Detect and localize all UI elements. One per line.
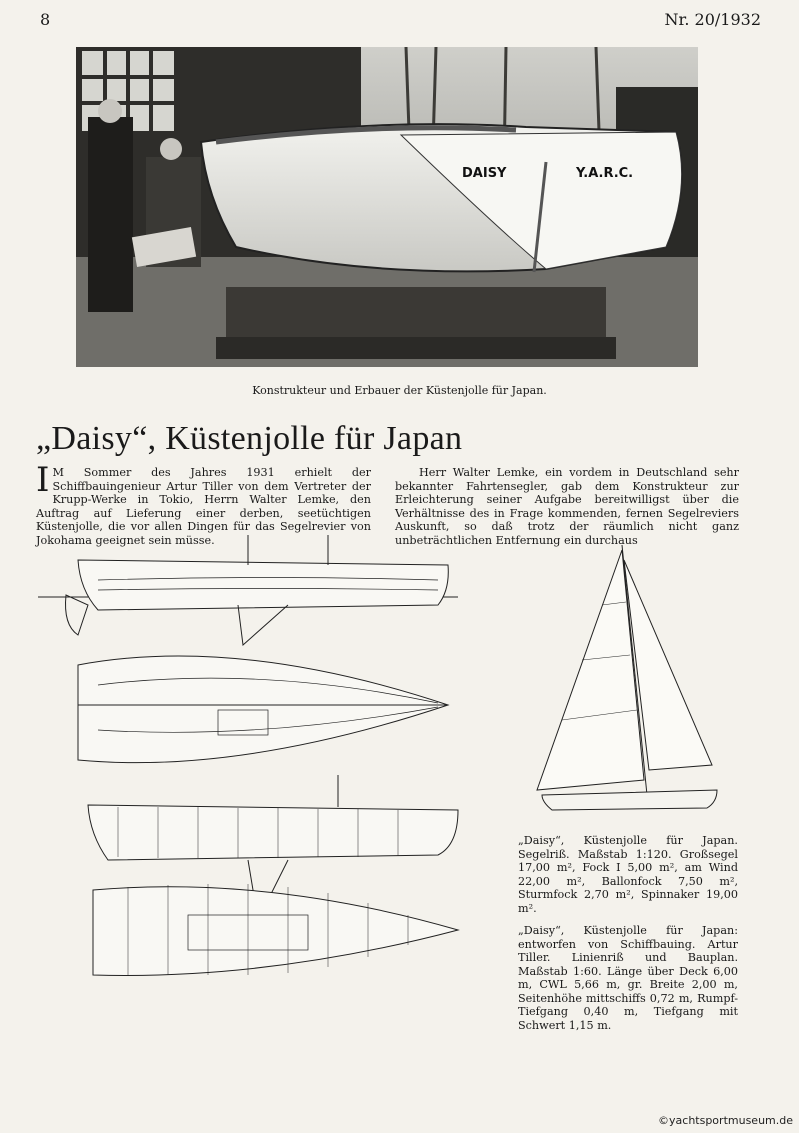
- hull-plans: [38, 535, 498, 980]
- sail-plan-drawing: [522, 540, 737, 830]
- issue-number: Nr. 20/1932: [664, 10, 761, 29]
- drop-cap: I: [36, 460, 50, 500]
- photo-caption: Konstrukteur und Erbauer der Küstenjolle für Japan.: [252, 384, 547, 397]
- stern-club: Y.A.R.C.: [576, 166, 634, 181]
- sail-plan: [522, 540, 737, 830]
- article-column-2: Herr Walter Lemke, ein vordem in Deutschland sehr bekannter Fahrtensegler, gab dem Konstrukteur zur Erleichterung seiner Aufgabe bereitwilligst über die Verhältnisse des in Frage kommenden, fernen Segelreviers Auskunft, so daß trotz der räumlich nicht ganz unbeträchtlichen Entfernung ein durchaus: [395, 466, 739, 547]
- boat-photo: [76, 47, 698, 367]
- article-title: „Daisy“, Küstenjolle für Japan: [36, 420, 463, 457]
- page-number: 8: [40, 10, 51, 29]
- column-1-text: M Sommer des Jahres 1931 erhielt der Schiffbauingenieur Artur Tiller von dem Vertreter der Krupp-Werke in Tokio, Herrn Walter Lemke, den Auftrag auf Lieferung einer derben, seetüchtigen Küstenjolle, die vor allen Dingen für das Segelrevier von Jokohama geeignet sein müsse.: [36, 466, 371, 547]
- photo-illustration: [76, 47, 698, 367]
- sail-plan-caption: „Daisy“, Küstenjolle für Japan. Segelriß. Maßstab 1:120. Großsegel 17,00 m², Fock I 5,00 m², am Wind 22,00 m², Ballonfock 7,50 m², Sturmfock 2,70 m², Spinnaker 19,00 m².: [518, 834, 738, 915]
- watermark: ©yachtsportmuseum.de: [658, 1114, 793, 1127]
- hull-plan-caption: „Daisy“, Küstenjolle für Japan: entworfen von Schiffbauing. Artur Tiller. Linienriß und Bauplan. Maßstab 1:60. Länge über Deck 6,00 m, CWL 5,66 m, gr. Breite 2,00 m, Seitenhöhe mittschiffs 0,72 m, Rumpf-Tiefgang 0,40 m, Tiefgang mit Schwert 1,15 m.: [518, 924, 738, 1032]
- hull-plans-drawing: [38, 535, 498, 980]
- stern-name: DAISY: [462, 166, 507, 181]
